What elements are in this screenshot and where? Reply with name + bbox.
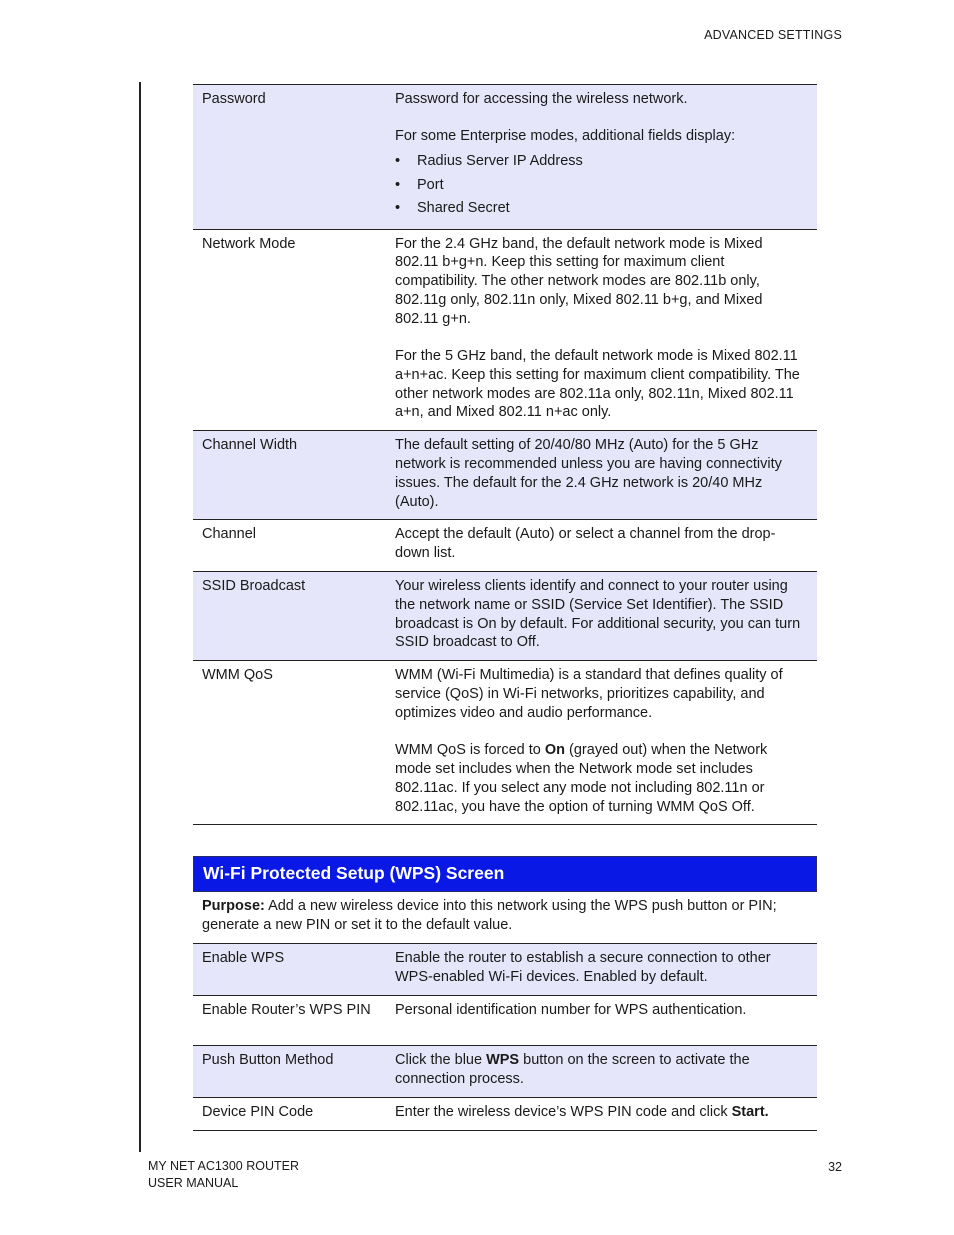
text-run: (grayed out) when the Network mode set includes when the Network mode set includes 802.11ac. If you select any mode not including 802.11n or 802.11ac, you have the option of turning WMM QoS Off. — [395, 742, 768, 815]
table-row — [193, 1097, 817, 1130]
margin-rule — [139, 82, 141, 1152]
row-label: Enable Router’s WPS PIN — [193, 995, 386, 1046]
table-row — [193, 572, 817, 661]
list-item: • Port — [395, 174, 807, 198]
text-run: WMM QoS is forced to — [395, 742, 545, 759]
bold-run: WPS — [486, 1052, 520, 1069]
text-run: Click the blue — [395, 1052, 487, 1069]
description-text: The default setting of 20/40/80 MHz (Auto) for the 5 GHz network is recommended unless you are having connectivity issues. The default for the 2.4 GHz network is 20/40 MHz (Auto). — [395, 437, 782, 510]
table-row — [193, 995, 817, 1046]
bold-run: Start. — [731, 1103, 769, 1120]
row-description — [386, 572, 817, 661]
row-label: Channel — [193, 520, 386, 572]
running-header: ADVANCED SETTINGS — [704, 28, 842, 42]
description-text: Accept the default (Auto) or select a channel from the drop-down list. — [395, 526, 776, 562]
description-text: For some Enterprise modes, additional fields display: — [395, 128, 736, 145]
list-item: • Shared Secret — [395, 197, 807, 221]
description-text: For the 5 GHz band, the default network mode is Mixed 802.11 a+n+ac. Keep this setting for maximum client compatibility. The other network modes are 802.11a only, 802.11n, Mixed 802.11 a+n, and Mixed 802.11 n+ac only. — [395, 348, 800, 421]
text-run: button on the screen to activate the connection process. — [395, 1052, 750, 1088]
list-item: • Radius Server IP Address — [395, 150, 807, 174]
text-run: Enter the wireless device’s WPS PIN code and click — [395, 1103, 732, 1120]
bold-run: On — [544, 742, 566, 759]
row-label: Device PIN Code — [193, 1097, 386, 1130]
row-label: Enable WPS — [193, 944, 386, 995]
table-row — [193, 229, 817, 431]
table-row — [193, 1046, 817, 1098]
row-label: Push Button Method — [193, 1046, 386, 1098]
purpose-text: Add a new wireless device into this network using the WPS push button or PIN; generate a new PIN or set it to the default value. — [202, 898, 777, 934]
table-row — [193, 944, 817, 995]
row-description: Enable the router to establish a secure connection to other WPS-enabled Wi-Fi devices. Enabled by default. — [386, 944, 817, 995]
row-label: Password — [193, 85, 386, 230]
footer-product: MY NET AC1300 ROUTER — [148, 1159, 299, 1173]
page-content — [193, 84, 817, 1131]
description-text: Your wireless clients identify and connect to your router using the network name or SSID (Service Set Identifier). The SSID broadcast is On by default. For additional security, you can turn SSID broadcast to Off. — [395, 578, 801, 651]
description-text — [395, 741, 807, 816]
row-label: SSID Broadcast — [193, 572, 386, 661]
row-label: Network Mode — [193, 229, 386, 431]
description-text: For the 2.4 GHz band, the default network mode is Mixed 802.11 b+g+n. Keep this setting for maximum client compatibility. The other network modes are 802.11b only, 802.11g only, 802.11n only, Mixed 802.11 b+g, and Mixed 802.11 g+n. — [395, 235, 763, 327]
row-description: Personal identification number for WPS authentication. — [386, 995, 817, 1046]
wps-purpose — [193, 892, 817, 944]
footer-title — [148, 1158, 299, 1192]
row-description — [386, 1097, 817, 1130]
wps-section-title: Wi-Fi Protected Setup (WPS) Screen — [193, 856, 817, 892]
footer-doc: USER MANUAL — [148, 1176, 239, 1190]
row-description — [386, 85, 817, 230]
row-description — [386, 1046, 817, 1098]
page-number: 32 — [828, 1160, 842, 1174]
row-description — [386, 661, 817, 825]
row-label: Channel Width — [193, 431, 386, 520]
bullet-list — [395, 150, 807, 221]
row-label: WMM QoS — [193, 661, 386, 825]
row-description — [386, 229, 817, 431]
row-description — [386, 431, 817, 520]
purpose-label: Purpose: — [202, 898, 265, 915]
table-row — [193, 520, 817, 572]
table-row — [193, 85, 817, 230]
wps-settings-table — [193, 944, 817, 1131]
row-description — [386, 520, 817, 572]
description-text: Password for accessing the wireless network. — [395, 91, 688, 107]
table-row — [193, 661, 817, 825]
table-row — [193, 431, 817, 520]
description-text: WMM (Wi-Fi Multimedia) is a standard that defines quality of service (QoS) in Wi-Fi networks, prioritizes capability, and optimizes video and audio performance. — [395, 667, 783, 721]
wireless-settings-table — [193, 84, 817, 825]
